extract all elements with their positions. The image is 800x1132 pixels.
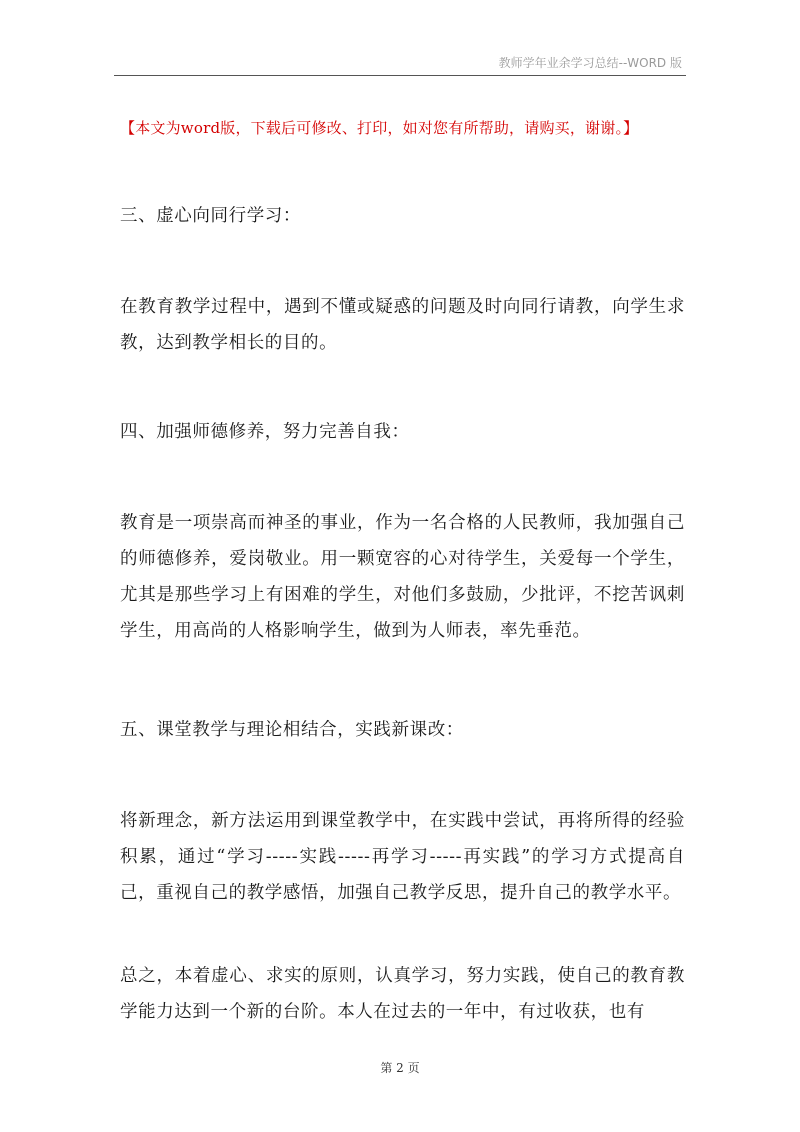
- section-heading-5: 五、课堂教学与理论相结合，实践新课改：: [120, 720, 464, 740]
- paragraph-new-curriculum: 将新理念，新方法运用到课堂教学中，在实践中尝试，再将所得的经验积累，通过“学习-----实践-----再学习-----再实践”的学习方式提高自己，重视自己的教学感悟，加强自己教学反思，提升自己的教学水平。: [120, 811, 685, 903]
- section-heading-3: 三、虚心向同行学习：: [120, 206, 301, 226]
- section-heading-4: 四、加强师德修养，努力完善自我：: [120, 422, 410, 442]
- page-number: 第 2 页: [380, 1061, 420, 1075]
- purchase-notice: 【本文为word版，下载后可修改、打印，如对您有所帮助，请购买，谢谢。】: [120, 119, 639, 137]
- paragraph-summary: 总之，本着虚心、求实的原则，认真学习，努力实践，使自己的教育教学能力达到一个新的台阶。本人在过去的一年中，有过收获，也有: [120, 966, 685, 1022]
- paragraph-learn-from-peers: 在教育教学过程中，遇到不懂或疑惑的问题及时向同行请教，向学生求教，达到教学相长的目的。: [120, 297, 685, 353]
- header-title: 教师学年业余学习总结--WORD 版: [498, 56, 682, 70]
- header-divider: [114, 75, 686, 76]
- paragraph-teacher-ethics: 教育是一项崇高而神圣的事业，作为一名合格的人民教师，我加强自己的师德修养，爱岗敬业。用一颗宽容的心对待学生，关爱每一个学生，尤其是那些学习上有困难的学生，对他们多鼓励，少批评，不挖苦讽刺学生，用高尚的人格影响学生，做到为人师表，率先垂范。: [120, 513, 685, 641]
